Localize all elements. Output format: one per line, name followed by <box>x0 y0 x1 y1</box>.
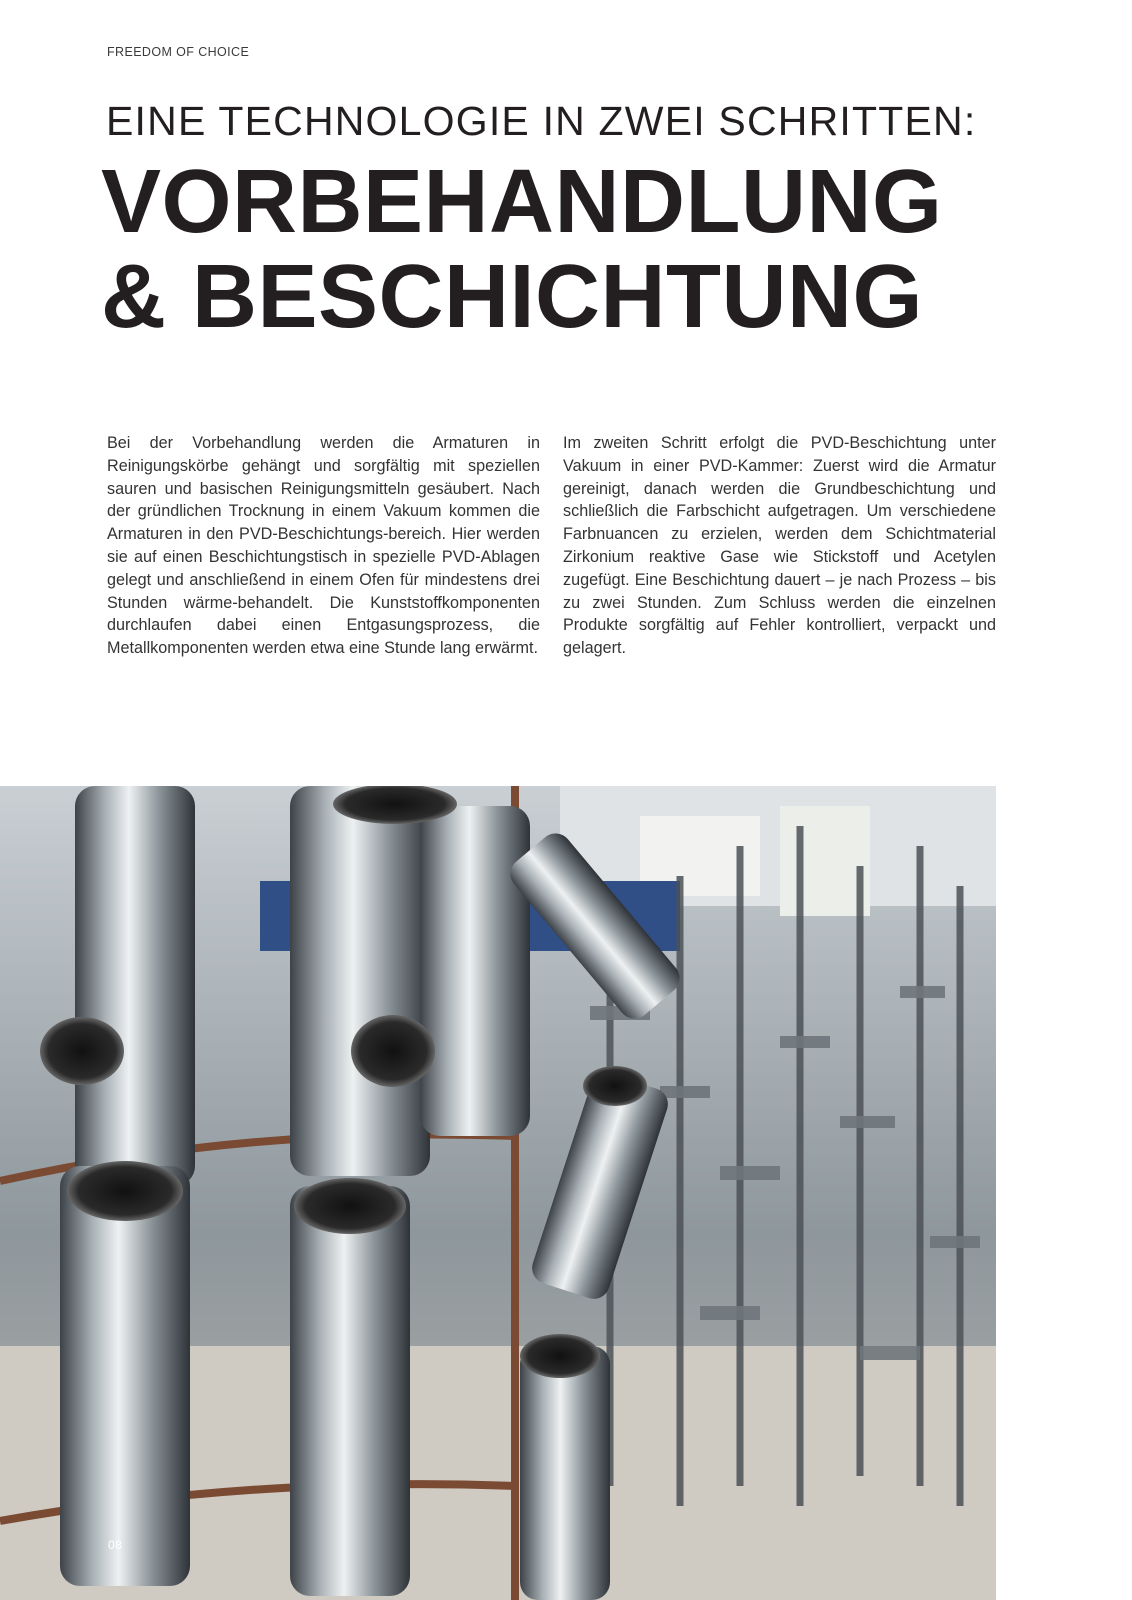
page-kicker: EINE TECHNOLOGIE IN ZWEI SCHRITTEN: <box>106 98 977 144</box>
headline-line-1: VORBEHANDLUNG <box>101 152 943 252</box>
body-column-left: Bei der Vorbehandlung werden die Armaturen in Reinigungskörbe gehängt und sorgfältig mit speziellen sauren und basischen Reinigungsmitteln gesäubert. Nach der gründlichen Trocknung in einem Vakuum kommen die Armaturen in den PVD-Beschichtungs-bereich. Hier werden sie auf einen Beschichtungstisch in spezielle PVD-Ablagen gelegt und anschließend in einem Ofen für mindestens drei Stunden wärme-behandelt. Die Kunststoffkomponenten durchlaufen dabei einen Entgasungsprozess, die Metallkomponenten werden etwa eine Stunde lang erwärmt. <box>107 434 540 658</box>
page-headline <box>101 152 943 347</box>
headline-line-2: & BESCHICHTUNG <box>101 247 924 347</box>
page-number: 08 <box>108 1538 123 1552</box>
body-column-right: Im zweiten Schritt erfolgt die PVD-Beschichtung unter Vakuum in einer PVD-Kammer: Zuerst wird die Armatur gereinigt, danach werden die Grundbeschichtung und schließlich die Farbschicht aufgetragen. Um verschiedene Farbnuancen zu erzielen, werden dem Schichtmaterial Zirkonium reaktive Gase wie Stickstoff und Acetylen zugefügt. Eine Beschichtung dauert – je nach Prozess – bis zu zwei Stunden. Zum Schluss werden die einzelnen Produkte sorgfältig auf Fehler kontrolliert, verpackt und gelagert. <box>563 434 996 658</box>
factory-photo <box>0 786 996 1600</box>
factory-photo-illustration <box>0 786 996 1600</box>
section-label: FREEDOM OF CHOICE <box>107 45 250 59</box>
